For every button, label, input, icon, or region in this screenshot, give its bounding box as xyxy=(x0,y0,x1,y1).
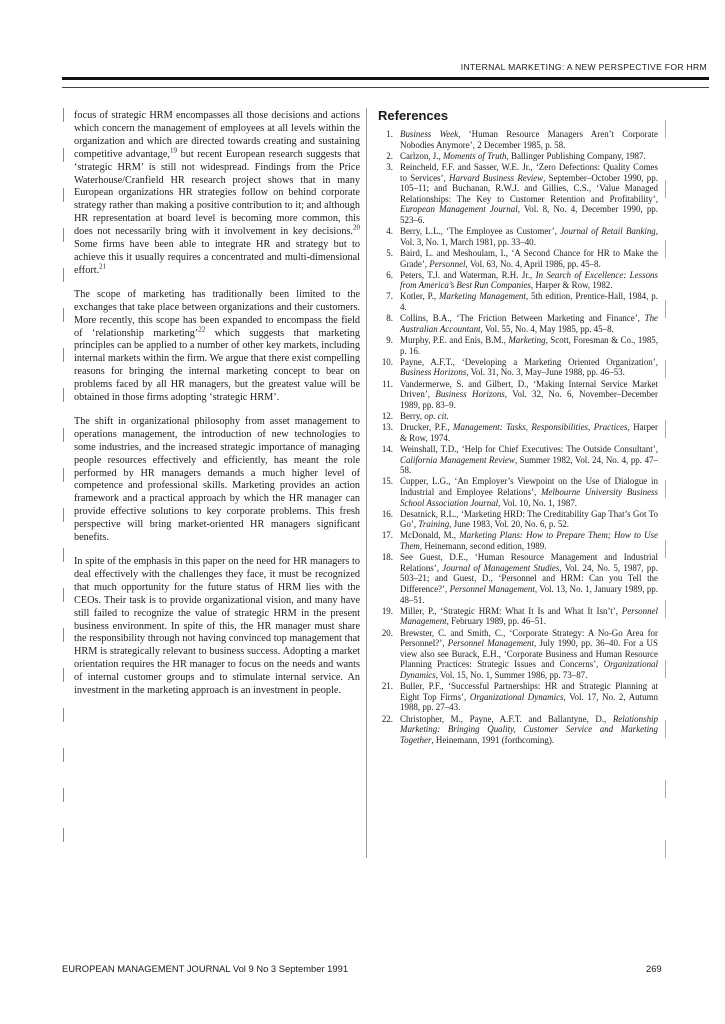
body-paragraph: In spite of the emphasis in this paper on the need for HR managers to deal effectively with the challenges they face, it must be recognized that much opportunity for the future status of HRM lies with the CEOs. Their task is to provide organizational vision, and many have still failed to recognize the value of strategic HRM in the present business environment. In spite of this, the HR manager must share the responsibility through not having convinced top management that HRM is strategically relevant to business success. Adopting a market orientation requires the HR manager to focus on the needs and wants of internal customer groups and to stimulate internal service. An investment in the marketing approach is an investment in people. xyxy=(74,556,360,697)
reference-number: 14. xyxy=(381,443,393,454)
reference-item: 6. Peters, T.J. and Waterman, R.H. Jr., In Search of Excellence: Lessons from America’s Best Run Companies, Harper & Row, 1982. xyxy=(378,270,658,291)
reference-item: 12. Berry, op. cit. xyxy=(378,411,658,422)
reference-number: 7. xyxy=(386,291,393,302)
reference-number: 19. xyxy=(381,605,393,616)
reference-number: 17. xyxy=(381,530,393,541)
references-section xyxy=(378,108,658,746)
reference-item: 1. Business Week, ‘Human Resource Managers Aren’t Corporate Nobodies Anymore’, 2 December 1985, p. 58. xyxy=(378,129,658,150)
reference-item: 16. Desatnick, R.L., ‘Marketing HRD: The Creditability Gap That’s Got To Go’, Training, June 1983, Vol. 20, No. 6, p. 52. xyxy=(378,509,658,530)
reference-item: 22. Christopher, M., Payne, A.F.T. and Ballantyne, D., Relationship Marketing: Bringing Quality, Customer Service and Marketing Together, Heinemann, 1991 (forthcoming). xyxy=(378,714,658,746)
body-paragraph: The scope of marketing has traditionally been limited to the exchanges that take place between organizations and their customers. More recently, this scope has been expanded to encompass the field of ‘relationship marketing’$^{22}$ which suggests that marketing principles can be applied to a number of other key markets, including internal markets within the firm. We argue that there exist compelling reasons for bringing the internal marketing concept to bear on problems faced by all HR managers, but the greatest value will be obtained in those firms adopting ‘strategic HRM’. xyxy=(74,288,360,404)
reference-number: 1. xyxy=(386,129,393,139)
reference-item: 10. Payne, A.F.T., ‘Developing a Marketing Oriented Organization’, Business Horizons, Vol. 31, No. 3, May–June 1988, pp. 46–53. xyxy=(378,357,658,378)
reference-number: 21. xyxy=(381,681,393,692)
reference-number: 5. xyxy=(386,247,393,258)
scan-edge-marks xyxy=(63,108,64,868)
footnote-marker: 21 xyxy=(99,262,107,271)
reference-number: 18. xyxy=(381,552,393,563)
reference-number: 3. xyxy=(386,161,393,172)
footnote-marker: 19 xyxy=(170,146,178,155)
reference-item: 11. Vandermerwe, S. and Gilbert, D., ‘Making Internal Service Market Driven’, Business Horizons, Vol. 32, No. 6, November–December 1989, pp. 83–9. xyxy=(378,379,658,411)
reference-number: 15. xyxy=(381,476,393,487)
reference-item: 8. Collins, B.A., ‘The Friction Between Marketing and Finance’, The Australian Accountant, Vol. 55, No. 4, May 1985, pp. 45–8. xyxy=(378,313,658,334)
reference-number: 11. xyxy=(382,378,393,389)
footnote-marker: 20 xyxy=(353,223,360,232)
footnote-marker: 22 xyxy=(198,325,206,334)
reference-item: 19. Miller, P., ‘Strategic HRM: What It Is and What It Isn’t’, Personnel Management, February 1989, pp. 46–51. xyxy=(378,606,658,627)
reference-number: 6. xyxy=(386,269,393,280)
reference-item: 21. Buller, P.F., ‘Successful Partnerships: HR and Strategic Planning at Eight Top Firms’, Organizational Dynamics, Vol. 17, No. 2, Autumn 1988, pp. 27–43. xyxy=(378,681,658,713)
reference-item: 20. Brewster, C. and Smith, C., ‘Corporate Strategy: A No-Go Area for Personnel?’, Personnel Management, July 1990, pp. 36–40. For a US view also see Burack, E.H., ‘Corporate Business and Human Resource Planning Practices: Strategic Issues and Concerns’, Organizational Dynamics, Vol. 15, No. 1, Summer 1986, pp. 73–87. xyxy=(378,628,658,681)
reference-item: 18. See Guest, D.E., ‘Human Resource Management and Industrial Relations’, Journal of Management Studies, Vol. 24, No. 5, 1987, pp. 503–21; and Guest, D., ‘Personnel and HRM: Can you Tell the Difference?’, Personnel Management, Vol. 13, No. 1, January 1989, pp. 48–51. xyxy=(378,552,658,605)
running-head-title: INTERNAL MARKETING: A NEW PERSPECTIVE FOR HRM xyxy=(460,62,707,72)
reference-number: 20. xyxy=(381,627,393,638)
reference-number: 16. xyxy=(381,508,393,519)
reference-number: 9. xyxy=(386,335,393,346)
reference-number: 12. xyxy=(381,410,393,421)
footer-journal-info: EUROPEAN MANAGEMENT JOURNAL Vol 9 No 3 September 1991 xyxy=(62,963,349,974)
reference-number: 10. xyxy=(381,356,393,367)
column-divider xyxy=(366,108,367,858)
reference-item: 13. Drucker, P.F., Management: Tasks, Responsibilities, Practices, Harper & Row, 1974. xyxy=(378,422,658,443)
reference-item: 5. Baird, L. and Meshoulam, I., ‘A Second Chance for HR to Make the Grade’, Personnel, Vol. 63, No. 4, April 1986, pp. 45–8. xyxy=(378,248,658,269)
header-rule-thin xyxy=(62,87,709,88)
reference-list xyxy=(378,129,658,745)
reference-item: 2. Carlzon, J., Moments of Truth, Ballinger Publishing Company, 1987. xyxy=(378,151,658,162)
reference-item: 17. McDonald, M., Marketing Plans: How to Prepare Them; How to Use Them, Heinemann, second edition, 1989. xyxy=(378,530,658,551)
references-heading: References xyxy=(378,108,449,123)
reference-item: 4. Berry, L.L., ‘The Employee as Customer’, Journal of Retail Banking, Vol. 3, No. 1, March 1981, pp. 33–40. xyxy=(378,226,658,247)
reference-number: 22. xyxy=(381,713,393,724)
reference-number: 13. xyxy=(381,422,393,433)
reference-number: 4. xyxy=(386,226,393,237)
reference-item: 9. Murphy, P.E. and Enis, B.M., Marketing, Scott, Foresman & Co., 1985, p. 16. xyxy=(378,335,658,356)
body-paragraph: The shift in organizational philosophy from asset management to operations management, the introduction of new technologies to some industries, and the increased strategic importance of managing people resources effectively and efficiently, has meant the role performed by HR managers demands a much higher level of competence and professional skills. Marketing provides an action framework and a practical approach by which the HR manager can provide effective solutions to key corporate problems. This fresh perspective will bring market-oriented HR managers significant benefits. xyxy=(74,415,360,544)
reference-number: 2. xyxy=(386,150,393,161)
scan-right-marks xyxy=(665,120,666,860)
reference-item: 7. Kotler, P., Marketing Management, 5th edition, Prentice-Hall, 1984, p. 4. xyxy=(378,291,658,312)
body-text-column xyxy=(74,110,360,709)
reference-item: 14. Weinshall, T.D., ‘Help for Chief Executives: The Outside Consultant’, California Management Review, Summer 1982, Vol. 24, No. 4, pp. 47–58. xyxy=(378,444,658,476)
reference-item: 15. Cupper, L.G., ‘An Employer’s Viewpoint on the Use of Dialogue in Industrial and Employee Relations’, Melbourne University Business School Association Journal, Vol. 10, No. 1, 1987. xyxy=(378,476,658,508)
footer-page-number: 269 xyxy=(646,963,662,974)
body-paragraph: focus of strategic HRM encompasses all those decisions and actions which concern the management of employees at all levels within the organization and which are directed towards creating and sustaining competitive advantage,$^{19}$ but recent European research suggests that ‘strategic HRM’ is still not widespread. Findings from the Price Waterhouse/Cranfield HR research project shows that in many European organizations HR strategies follow on behind corporate strategy rather than making a positive contribution to it; and although HR representation at board level is becoming more common, this does not necessarily bring with it involvement in key decisions.$^{20}$ Some firms have been able to integrate HR and strategy but to achieve this it usually requires a concentrated and multi-dimensional effort.$^{21}$ xyxy=(74,110,360,276)
header-rule-thick xyxy=(62,77,709,80)
reference-number: 8. xyxy=(386,313,393,324)
reference-item: 3. Reincheld, F.F. and Sasser, W.E. Jr., ‘Zero Defections: Quality Comes to Services’, Harvard Business Review, September–October 1990, pp. 105–11; and Buchanan, R.W.J. and Gillies, C.S., ‘Value Managed Relationships: The Key to Customer Retention and Profitability’, European Management Journal, Vol. 8, No. 4, December 1990, pp. 523–6. xyxy=(378,162,658,226)
